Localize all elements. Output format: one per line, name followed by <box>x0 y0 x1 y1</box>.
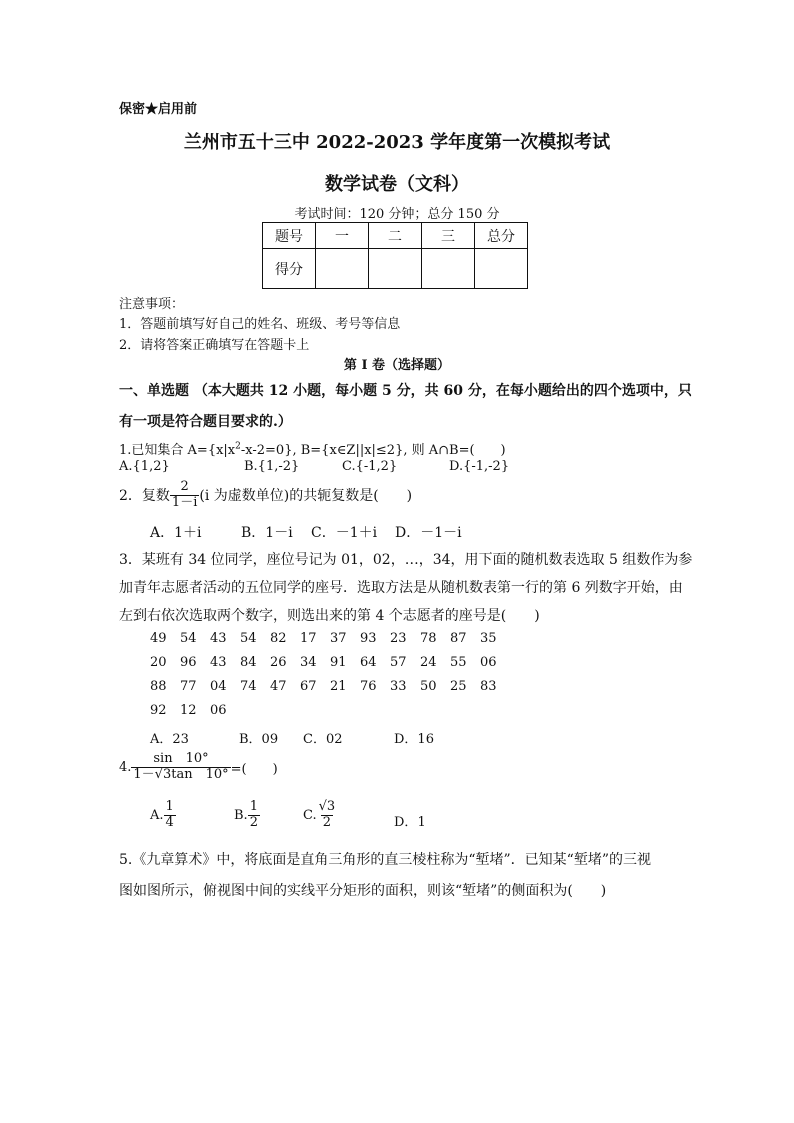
question-4-prefix: 4. <box>119 759 132 775</box>
question-3-line1: 3．某班有 34 位同学，座位号记为 01，02，…，34，用下面的随机数表选取 5 组数作为参 <box>119 552 693 568</box>
score-input-cell[interactable] <box>422 249 475 289</box>
random-number: 55 <box>450 655 467 670</box>
question-2-suffix: (i 为虚数单位)的共轭复数是( ) <box>199 488 413 505</box>
question-1-option-d[interactable]: D.{-1,-2} <box>449 459 510 474</box>
random-number: 43 <box>210 655 227 670</box>
random-number: 74 <box>240 679 257 694</box>
random-number: 26 <box>270 655 287 670</box>
random-number: 06 <box>480 655 497 670</box>
random-number: 84 <box>240 655 257 670</box>
random-number: 23 <box>390 631 407 646</box>
question-2-stem <box>119 480 412 511</box>
fraction-denominator: 2 <box>322 814 332 830</box>
score-table-cell: 三 <box>422 223 475 249</box>
question-3-option-d[interactable]: D．16 <box>394 732 434 747</box>
random-number: 67 <box>300 679 317 694</box>
score-input-cell[interactable] <box>475 249 528 289</box>
random-number: 20 <box>150 655 167 670</box>
question-3-option-b[interactable]: B．09 <box>239 732 279 747</box>
question-4-stem <box>119 752 278 783</box>
score-table-cell: 得分 <box>263 249 316 289</box>
question-1-superscript: 2 <box>235 441 241 452</box>
random-number: 78 <box>420 631 437 646</box>
volume-heading: 第 I 卷（选择题） <box>343 358 451 373</box>
random-number: 47 <box>270 679 287 694</box>
exam-subtitle: 数学试卷（文科） <box>325 174 469 195</box>
question-3-line2: 加青年志愿者活动的五位同学的座号．选取方法是从随机数表第一行的第 6 列数字开始，由 <box>119 580 683 596</box>
random-number: 50 <box>420 679 437 694</box>
question-1-option-b[interactable]: B.{1,-2} <box>244 459 300 474</box>
question-5-line2: 图如图所示，俯视图中间的实线平分矩形的面积，则该“堑堵”的侧面积为( ) <box>119 883 607 899</box>
random-number: 87 <box>450 631 467 646</box>
random-number: 54 <box>240 631 257 646</box>
fraction-denominator: 4 <box>165 814 174 830</box>
fraction-denominator: 2 <box>249 814 258 830</box>
score-table <box>262 222 528 289</box>
question-2-prefix: 2．复数 <box>119 488 170 505</box>
fraction-denominator: 1－i <box>171 494 198 510</box>
random-number: 12 <box>180 703 197 718</box>
random-number: 54 <box>180 631 197 646</box>
note-item: 2．请将答案正确填写在答题卡上 <box>119 338 310 353</box>
option-letter: B. <box>234 807 248 823</box>
random-number: 77 <box>180 679 197 694</box>
question-4-option-c[interactable] <box>303 800 337 831</box>
random-number: 88 <box>150 679 167 694</box>
score-table-header-row <box>263 223 528 249</box>
option-fraction <box>248 800 260 831</box>
fraction-numerator: sin 10° <box>153 751 209 766</box>
question-1-option-a[interactable]: A.{1,2} <box>119 459 170 474</box>
random-number: 35 <box>480 631 497 646</box>
random-number: 43 <box>210 631 227 646</box>
question-4-fraction <box>131 752 230 783</box>
question-4-option-d[interactable] <box>394 811 426 830</box>
random-number: 91 <box>330 655 347 670</box>
random-number: 06 <box>210 703 227 718</box>
random-number: 93 <box>360 631 377 646</box>
random-number: 64 <box>360 655 377 670</box>
question-2-option-c[interactable]: C．－1＋i <box>311 525 378 541</box>
random-number: 25 <box>450 679 467 694</box>
score-input-cell[interactable] <box>369 249 422 289</box>
random-number-row <box>150 679 510 694</box>
random-number-row <box>150 655 510 670</box>
random-number: 96 <box>180 655 197 670</box>
question-2-fraction <box>170 480 199 511</box>
random-number: 17 <box>300 631 317 646</box>
random-number: 83 <box>480 679 497 694</box>
score-table-cell: 一 <box>316 223 369 249</box>
fraction-numerator: √3 <box>318 799 336 814</box>
random-number: 49 <box>150 631 167 646</box>
score-table-score-row <box>263 249 528 289</box>
random-number: 82 <box>270 631 287 646</box>
random-number: 24 <box>420 655 437 670</box>
exam-title: 兰州市五十三中 2022-2023 学年度第一次模拟考试 <box>183 132 611 153</box>
question-4-suffix: =( ) <box>230 761 278 777</box>
fraction-denominator: 1－√3tan 10° <box>133 766 229 782</box>
question-1-stem <box>119 439 506 458</box>
question-4-option-a[interactable] <box>150 800 176 831</box>
random-number: 76 <box>360 679 377 694</box>
fraction-numerator: 1 <box>249 799 258 814</box>
question-4-option-b[interactable] <box>234 800 260 831</box>
question-3-option-c[interactable]: C．02 <box>303 732 343 747</box>
question-1-stem-b: -x-2=0}, B={x∈Z||x|≤2}, 则 A∩B=( ) <box>240 443 506 458</box>
question-1-stem-a: 1.已知集合 A={x|x <box>119 443 236 458</box>
option-fraction <box>164 800 176 831</box>
question-3-line3: 左到右依次选取两个数字，则选出来的第 4 个志愿者的座号是( ) <box>119 608 540 624</box>
random-number-row <box>150 631 510 646</box>
question-5-line1: 5.《九章算术》中，将底面是直角三角形的直三棱柱称为“堑堵”．已知某“堑堵”的三视 <box>119 852 651 868</box>
random-number: 21 <box>330 679 347 694</box>
option-fraction <box>317 800 338 831</box>
notes-heading: 注意事项： <box>119 297 185 312</box>
fraction-numerator: 1 <box>165 799 174 814</box>
question-3-option-a[interactable]: A．23 <box>150 732 189 747</box>
random-number: 37 <box>330 631 347 646</box>
fraction-numerator: 2 <box>180 479 189 494</box>
note-item: 1．答题前填写好自己的姓名、班级、考号等信息 <box>119 317 401 332</box>
random-number: 57 <box>390 655 407 670</box>
random-number: 34 <box>300 655 317 670</box>
random-number: 04 <box>210 679 227 694</box>
confidential-mark: 保密★启用前 <box>119 102 198 117</box>
question-2-option-b[interactable]: B．1－i <box>241 525 293 541</box>
random-number: 92 <box>150 703 167 718</box>
random-number-row <box>150 703 240 718</box>
score-table-cell: 二 <box>369 223 422 249</box>
option-value: 1 <box>417 815 426 830</box>
part-heading-line1: 一、单选题 （本大题共 12 小题，每小题 5 分，共 60 分，在每小题给出的四个选项中，只 <box>119 383 692 399</box>
exam-info: 考试时间：120 分钟；总分 150 分 <box>294 207 500 222</box>
question-1-option-c[interactable]: C.{-1,2} <box>342 459 398 474</box>
score-table-cell: 总分 <box>475 223 528 249</box>
question-2-option-d[interactable]: D．－1－i <box>395 525 462 541</box>
question-2-option-a[interactable]: A．1＋i <box>150 525 202 541</box>
option-letter: D． <box>394 815 418 830</box>
option-letter: C. <box>303 807 317 823</box>
option-letter: A. <box>150 807 164 823</box>
random-number: 33 <box>390 679 407 694</box>
score-input-cell[interactable] <box>316 249 369 289</box>
part-heading-line2: 有一项是符合题目要求的.） <box>119 414 292 430</box>
score-table-cell: 题号 <box>263 223 316 249</box>
